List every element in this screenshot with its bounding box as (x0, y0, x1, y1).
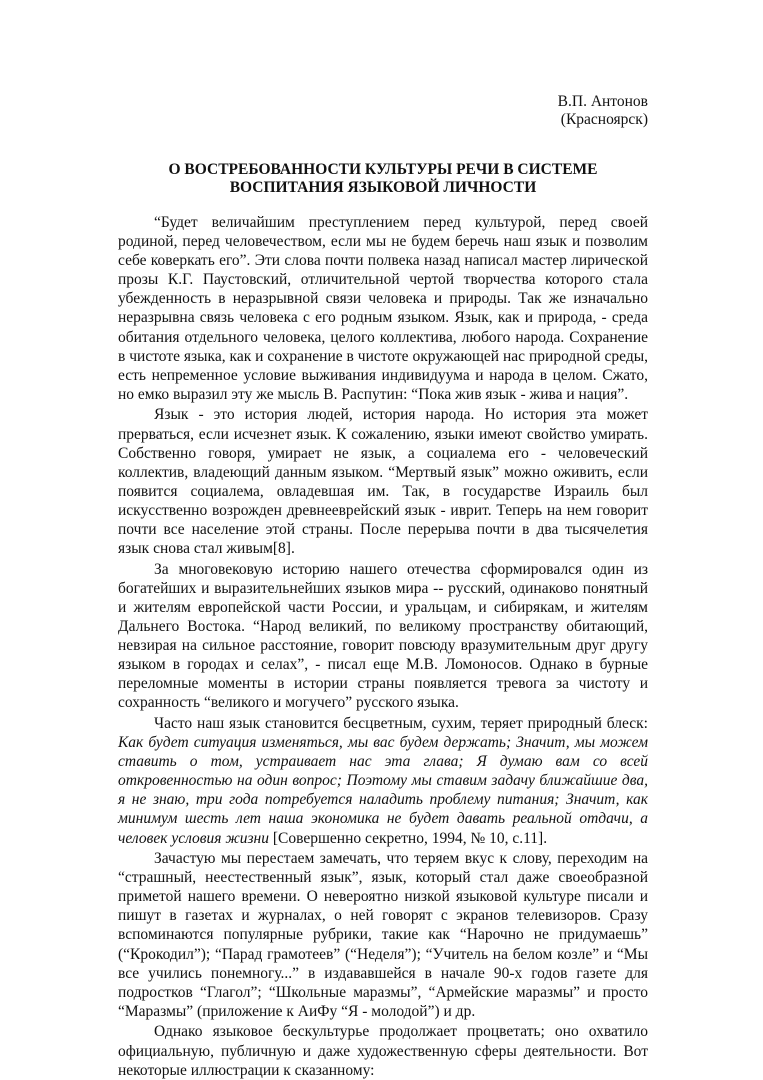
paragraph-4-intro: Часто наш язык становится бесцветным, сухим, теряет природный блеск: (154, 714, 648, 732)
paragraph-2: Язык - это история людей, история народа. Но история эта может прерваться, если исчезнет язык. К сожалению, языки имеют свойство умирать. Собственно говоря, умирает не язык, а социалема его - человеческий коллектив, владеющий данным языком. “Мертвый язык” можно оживить, если появится социалема, овладевшая им. Так, в государстве Израиль был искусственно возрожден древнееврейский язык - иврит. Теперь на нем говорит почти все население этой страны. После перерыва почти в два тысячелетия язык снова стал живым[8]. (118, 406, 648, 558)
paragraph-1: “Будет величайшим преступлением перед культурой, перед своей родиной, перед человечеством, если мы не будем беречь наш язык и позволим себе коверкать его”. Эти слова почти полвека назад написал мастер лирической прозы К.Г. Паустовский, отличительной чертой творчества которого стала убежденность в неразрывной связи человека и природы. Так же изначально неразрывна связь человека с его родным языком. Язык, как и природа, - среда обитания отдельного человека, целого коллектива, любого народа. Сохранение в чистоте языка, как и сохранение в чистоте окружающей нас природной среды, есть непременное условие выживания индивидуума и народа в целом. Сжато, но емко выразил эту же мысль В. Распутин: “Пока жив язык - жива и нация”. (118, 214, 648, 403)
article-title (118, 161, 648, 197)
paragraph-4-italic-quote: Как будет ситуация изменяться, мы вас будем держать; Значит, мы можем ставить о том, устраивает нас эта глава; Я думаю вам со всей откровенностью на один вопрос; Поэтому мы ставим задачу ближайшие два, я не знаю, три года потребуется наладить проблему питания; Значит, как минимум шесть лет наша экономика не будет давать реальной отдачи, а человек условия жизни (118, 734, 648, 847)
document-page (118, 93, 648, 1080)
title-line-2: ВОСПИТАНИЯ ЯЗЫКОВОЙ ЛИЧНОСТИ (229, 179, 537, 196)
paragraph-4-citation: [Совершенно секретно, 1994, № 10, с.11]. (269, 829, 548, 847)
title-line-1: О ВОСТРЕБОВАННОСТИ КУЛЬТУРЫ РЕЧИ В СИСТЕМЕ (168, 161, 598, 178)
author-block (118, 93, 648, 129)
paragraph-4 (118, 714, 648, 848)
author-name: В.П. Антонов (557, 93, 648, 110)
author-city: (Красноярск) (560, 111, 648, 128)
article-body (118, 213, 648, 1080)
paragraph-6: Однако языковое бескультурье продолжает процветать; оно охватило официальную, публичную и даже художественную сферы деятельности. Вот некоторые иллюстрации к сказанному: (118, 1023, 648, 1079)
paragraph-5: Зачастую мы перестаем замечать, что теряем вкус к слову, переходим на “страшный, неестественный язык”, язык, который стал даже своеобразной приметой нашего времени. О невероятно низкой языковой культуре писали и пишут в газетах и журналах, о ней говорят с экранов телевизоров. Сразу вспоминаются популярные рубрики, такие как “Нарочно не придумаешь” (“Крокодил”); “Парад грамотеев” (“Неделя”); “Учитель на белом козле” и “Мы все учились понемногу...” в издававшейся в начале 90-х годов газете для подростков “Глагол”; “Школьные маразмы”, “Армейские маразмы” и просто “Маразмы” (приложение к АиФу “Я - молодой”) и др. (118, 850, 648, 1020)
paragraph-3: За многовековую историю нашего отечества сформировался один из богатейших и выразительнейших языков мира -- русский, одинаково понятный и жителям европейской части России, и уральцам, и сибирякам, и жителям Дальнего Востока. “Народ великий, по великому пространству обитающий, невзирая на сильное расстояние, говорит повсюду вразумительным друг другу языком в городах и селах”, - писал еще М.В. Ломоносов. Однако в бурные переломные моменты в истории страны появляется тревога за чистоту и сохранность “великого и могучего” русского языка. (118, 560, 648, 712)
